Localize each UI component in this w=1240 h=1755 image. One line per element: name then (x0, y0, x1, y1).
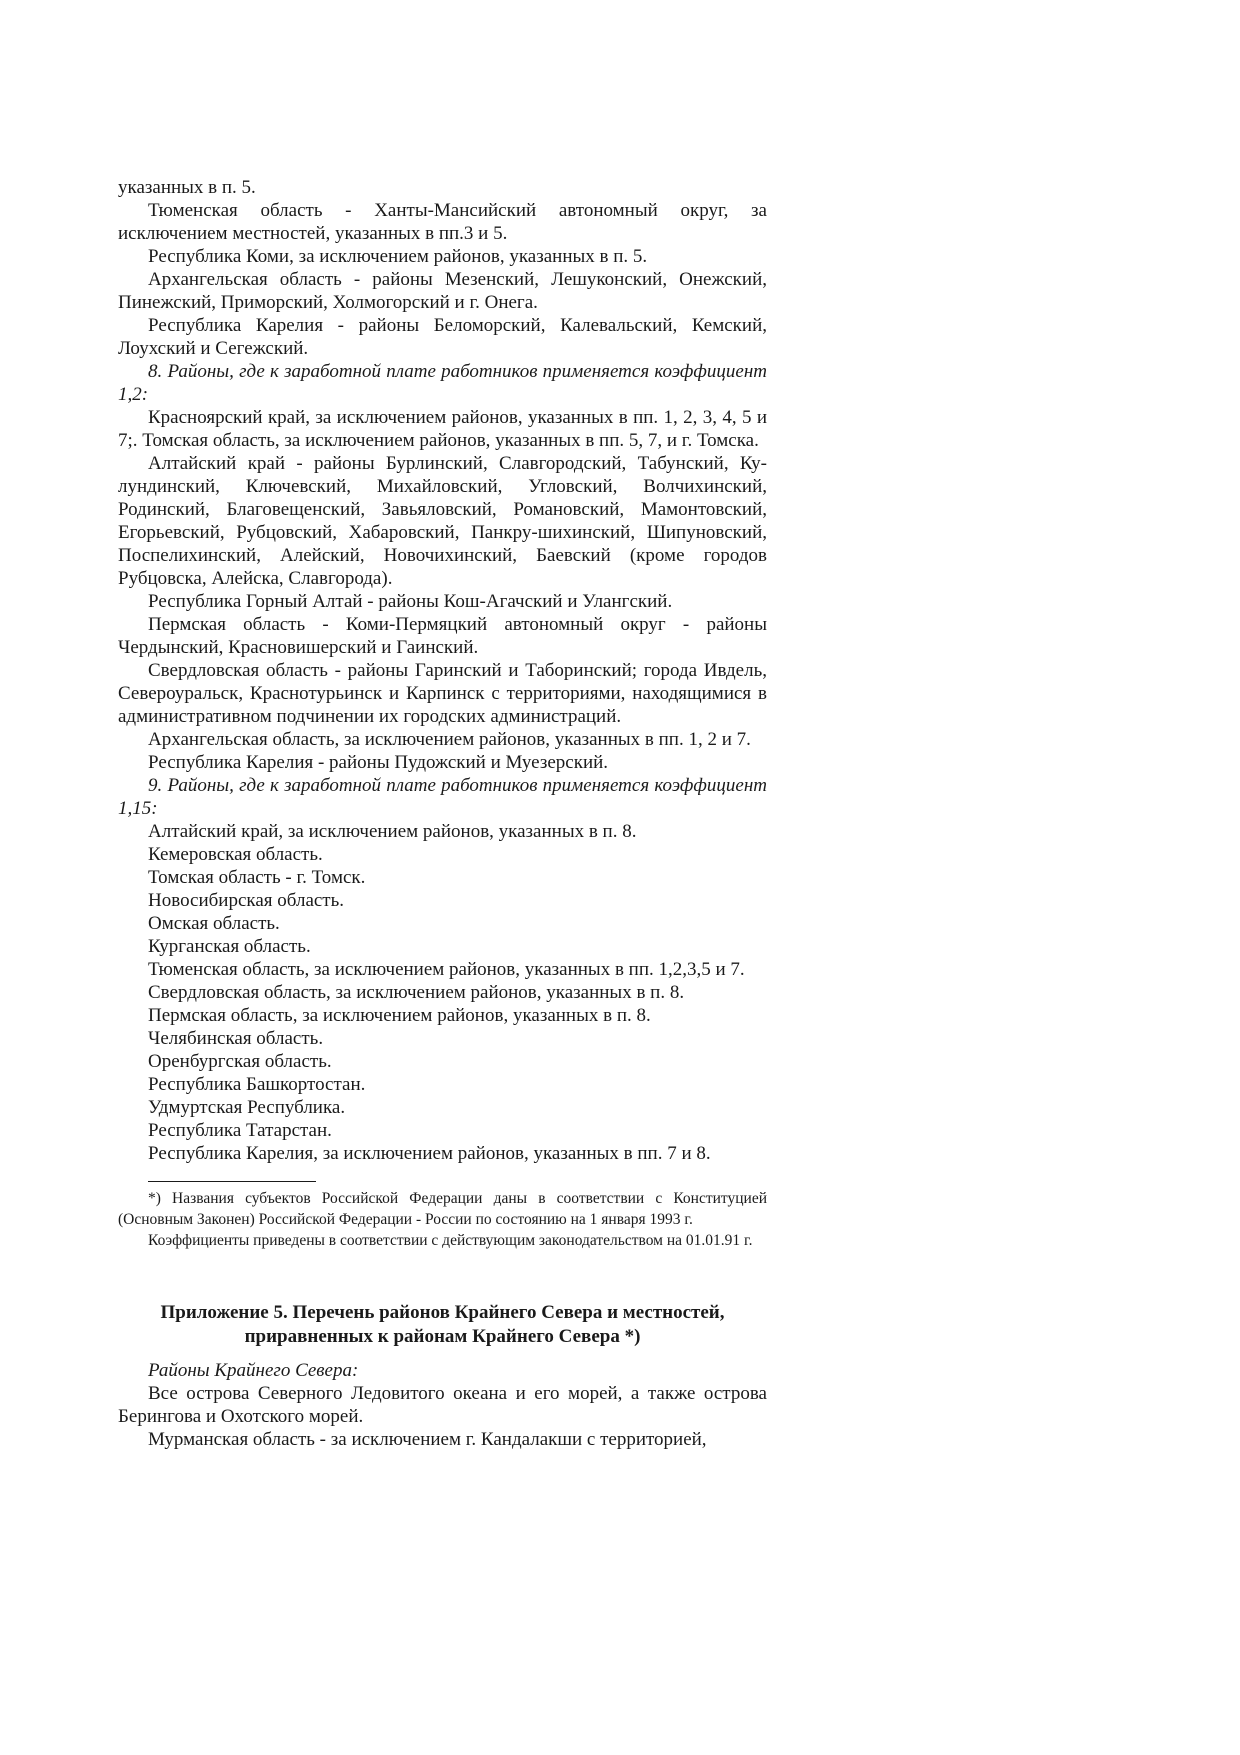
paragraph: Тюменская область - Ханты-Мансийский автономный округ, за исключением местностей, указанных в пп.3 и 5. (118, 200, 767, 244)
paragraph: Республика Карелия - районы Беломорский, Калевальский, Кемский, Лоухский и Сегежский. (118, 315, 767, 359)
footnote: Коэффициенты приведены в соответствии с действующим законодательством на 01.01.91 г. (148, 1232, 753, 1249)
paragraph: Тюменская область, за исключением районов, указанных в пп. 1,2,3,5 и 7. (148, 959, 745, 980)
paragraph: Кемеровская область. (148, 844, 323, 865)
paragraph: Удмуртская Республика. (148, 1097, 346, 1118)
paragraph: Оренбургская область. (148, 1051, 332, 1072)
paragraph: Все острова Северного Ледовитого океана и его морей, а также острова Берингова и Охотского морей. (118, 1383, 767, 1427)
section-heading-9: 9. Районы, где к заработной плате работников применяется коэффициент 1,15: (118, 775, 767, 819)
paragraph: Красноярский край, за исключением районов, указанных в пп. 1, 2, 3, 4, 5 и 7;. Томская область, за исключением районов, указанных в пп. 5, 7, и г. Томска. (118, 407, 767, 451)
paragraph: Свердловская область - районы Гаринский и Таборинский; города Ивдель, Североуральск, Краснотурьинск и Карпинск с территориями, находящимися в административном подчинении их городских администраций. (118, 660, 767, 727)
appendix-title (118, 1301, 767, 1349)
paragraph: Свердловская область, за исключением районов, указанных в п. 8. (148, 982, 685, 1003)
paragraph: Республика Карелия, за исключением районов, указанных в пп. 7 и 8. (148, 1143, 711, 1164)
appendix-title-line: приравненных к районам Крайнего Севера *) (244, 1326, 641, 1347)
paragraph: Пермская область, за исключением районов, указанных в п. 8. (148, 1005, 651, 1026)
paragraph: Республика Коми, за исключением районов, указанных в п. 5. (148, 246, 648, 267)
paragraph: Архангельская область - районы Мезенский, Лешуконский, Онежский, Пинежский, Приморский, Холмогорский и г. Онега. (118, 269, 767, 313)
paragraph: Республика Татарстан. (148, 1120, 332, 1141)
paragraph: Алтайский край - районы Бурлинский, Славгородский, Табунский, Ку-лундинский, Ключевский, Михайловский, Угловский, Волчихинский, Родинский, Благовещенский, Завьяловский, Романовский, Мамонтовский, Егорьевский, Рубцовский, Хабаровский, Панкру-шихинский, Шипуновский, Поспелихинский, Алейский, Новочихинский, Баевский (кроме городов Рубцовска, Алейска, Славгорода). (118, 453, 767, 589)
appendix-title-line: Приложение 5. Перечень районов Крайнего Севера и местностей, (160, 1302, 725, 1323)
paragraph: Республика Горный Алтай - районы Кош-Агачский и Улангский. (148, 591, 673, 612)
footnote: *) Названия субъектов Российской Федерации даны в соответствии с Конституцией (Основным Законен) Российской Федерации - России по состоянию на 1 января 1993 г. (118, 1190, 767, 1228)
paragraph: Новосибирская область. (148, 890, 345, 911)
paragraph: Курганская область. (148, 936, 311, 957)
footnote-separator (148, 1165, 316, 1188)
section-heading-8: 8. Районы, где к заработной плате работников применяется коэффициент 1,2: (118, 361, 767, 405)
paragraph: Пермская область - Коми-Пермяцкий автономный округ - районы Чердынский, Красновишерский и Гаинский. (118, 614, 767, 658)
paragraph: Алтайский край, за исключением районов, указанных в п. 8. (148, 821, 637, 842)
document-page (118, 176, 767, 1451)
paragraph: Мурманская область - за исключением г. Кандалакши с территорией, (148, 1429, 707, 1450)
paragraph: Томская область - г. Томск. (148, 867, 366, 888)
paragraph: Республика Карелия - районы Пудожский и Муезерский. (148, 752, 609, 773)
appendix-subheading: Районы Крайнего Севера: (148, 1360, 359, 1381)
paragraph: Республика Башкортостан. (148, 1074, 366, 1095)
paragraph: Челябинская область. (148, 1028, 324, 1049)
paragraph: указанных в п. 5. (118, 177, 256, 198)
paragraph: Архангельская область, за исключением районов, указанных в пп. 1, 2 и 7. (148, 729, 751, 750)
paragraph: Омская область. (148, 913, 280, 934)
